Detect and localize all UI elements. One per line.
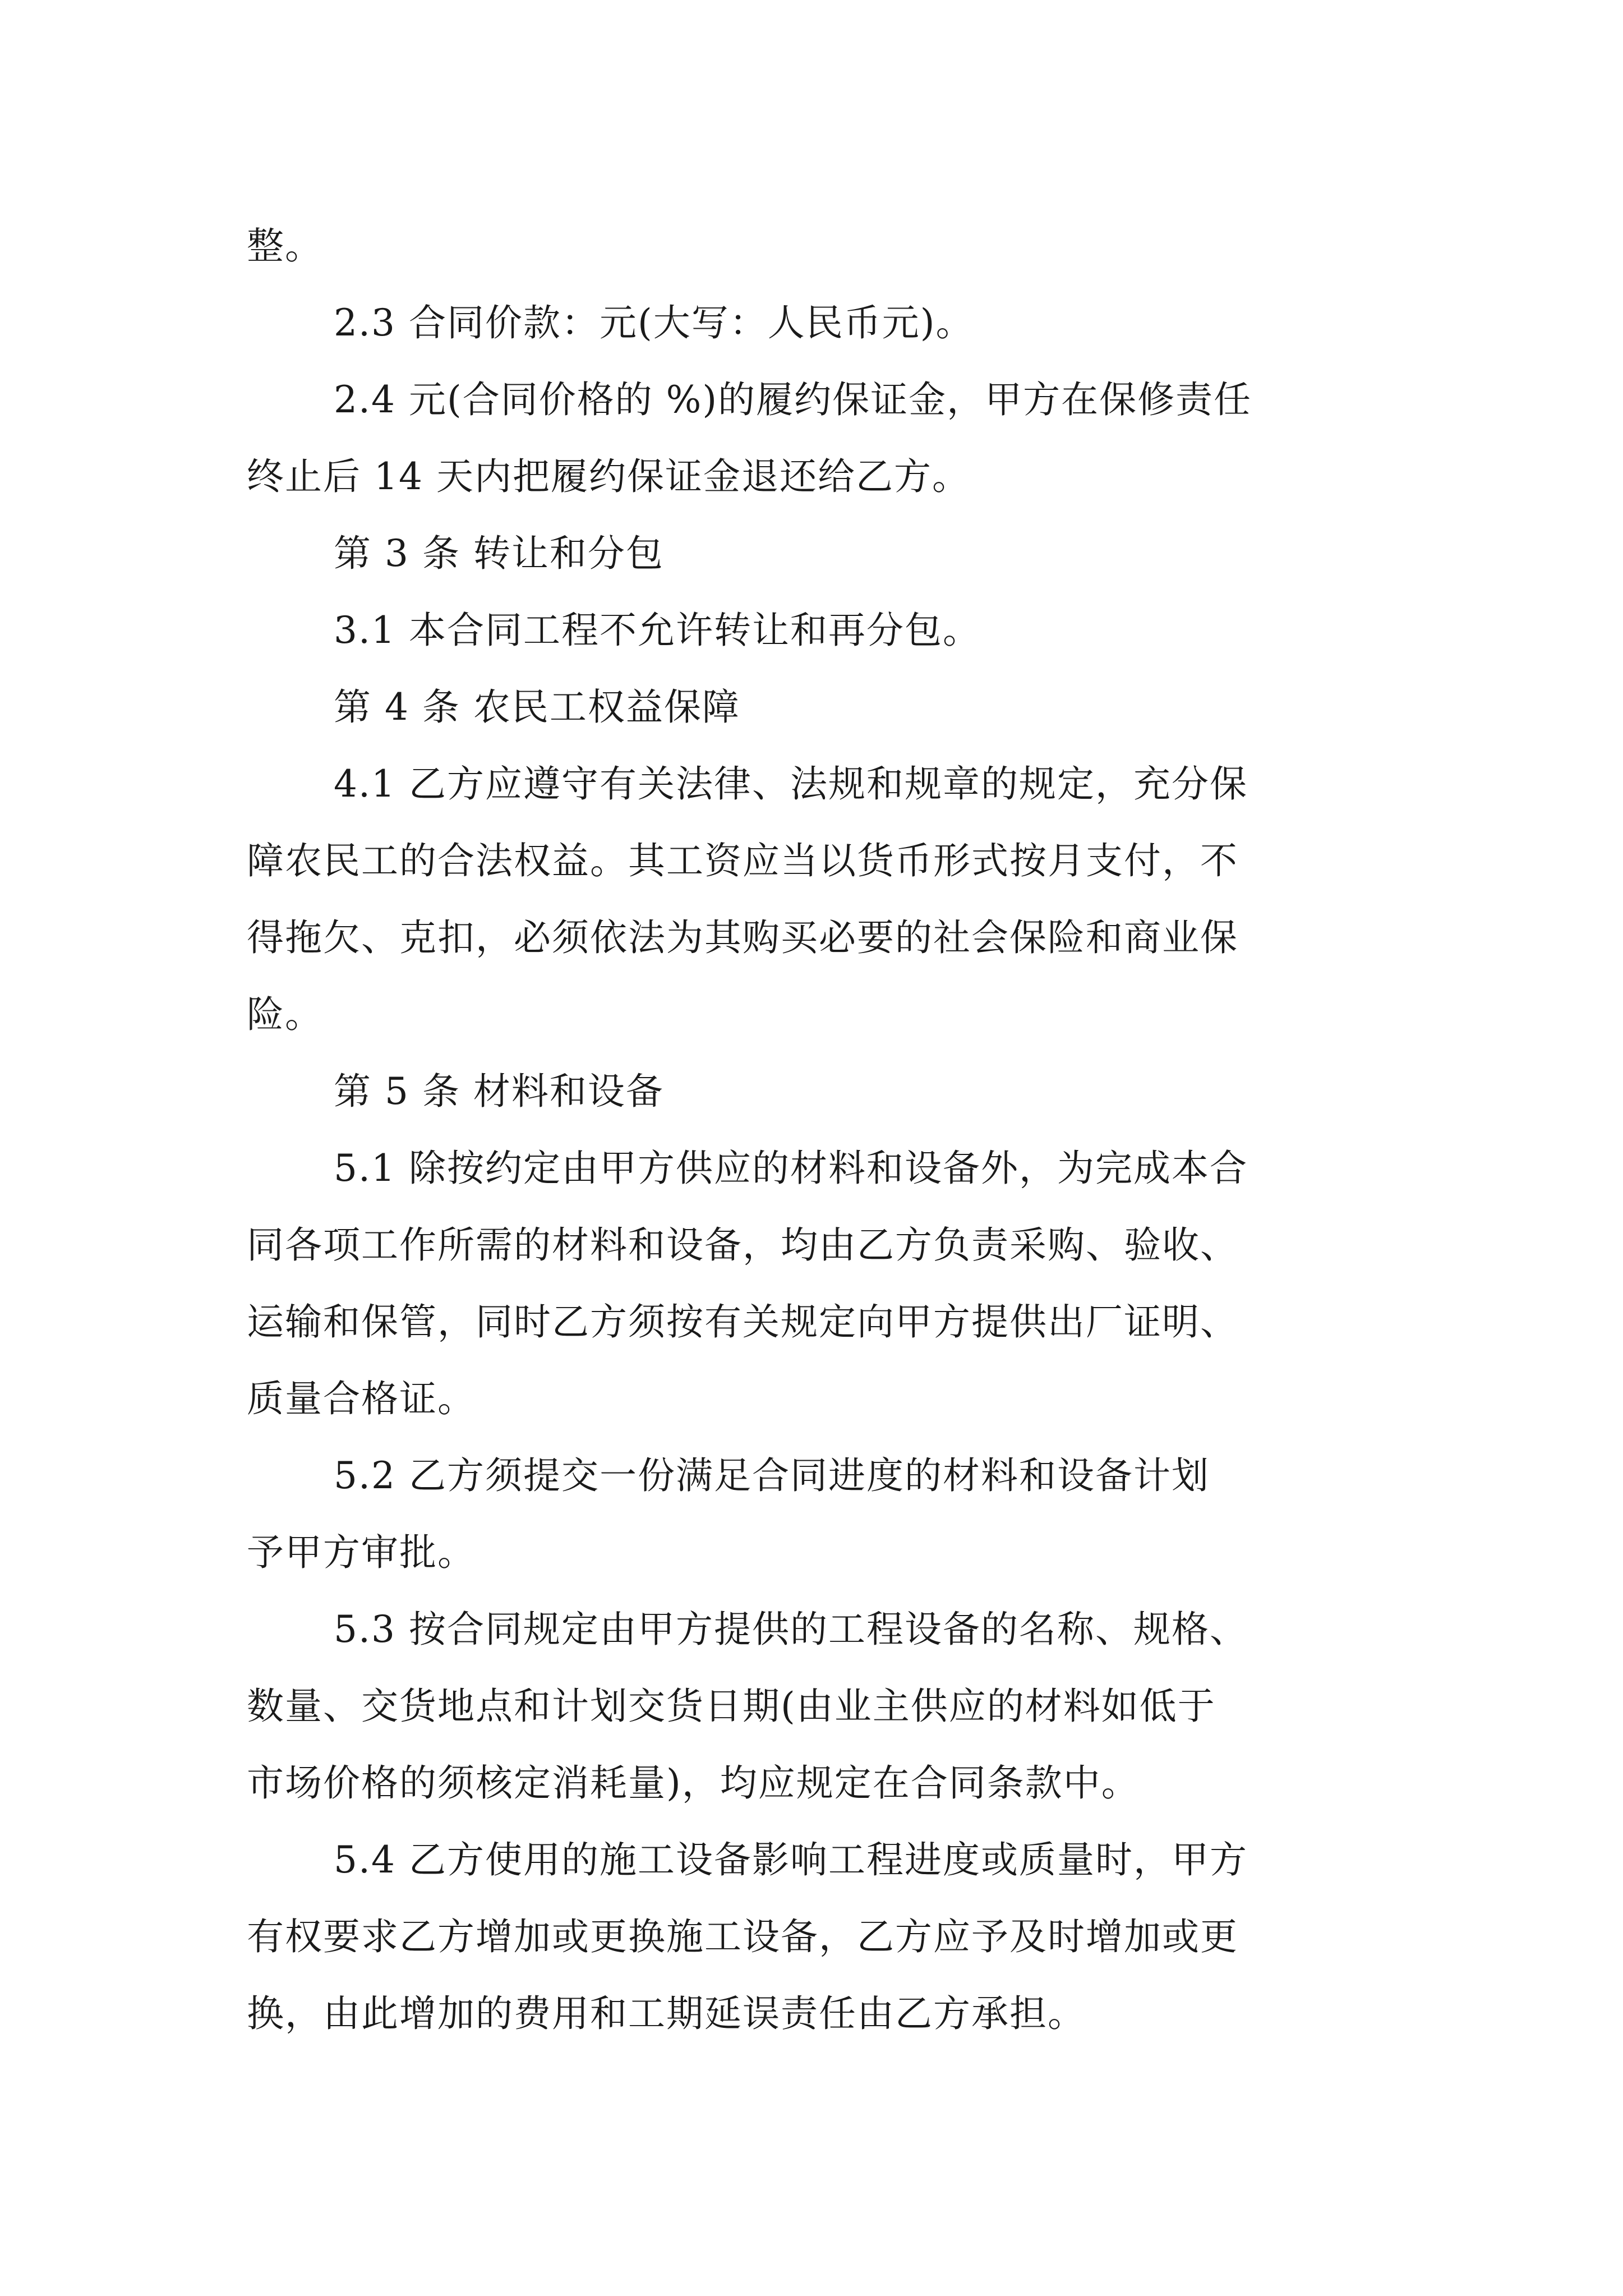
text-line: 第 4 条 农民工权益保障 bbox=[334, 685, 740, 729]
text-line: 同各项工作所需的材料和设备，均由乙方负责采购、验收、 bbox=[247, 1223, 1238, 1267]
text-line: 运输和保管，同时乙方须按有关规定向甲方提供出厂证明、 bbox=[247, 1300, 1238, 1343]
text-line: 整。 bbox=[247, 224, 323, 268]
text-line: 障农民工的合法权益。其工资应当以货币形式按月支付，不 bbox=[247, 839, 1238, 882]
text-line: 终止后 14 天内把履约保证金退还给乙方。 bbox=[247, 455, 970, 498]
paragraph-clause-3-1 bbox=[247, 592, 1391, 669]
text-line: 4.1 乙方应遵守有关法律、法规和规章的规定，充分保 bbox=[334, 762, 1248, 806]
section-heading-article-4 bbox=[247, 669, 1391, 746]
text-line: 险。 bbox=[247, 993, 323, 1036]
text-line: 质量合格证。 bbox=[247, 1377, 476, 1420]
text-line: 第 5 条 材料和设备 bbox=[334, 1070, 664, 1113]
paragraph-continuation bbox=[247, 208, 1391, 284]
text-line: 2.4 元(合同价格的 %)的履约保证金，甲方在保修责任 bbox=[334, 378, 1252, 421]
paragraph-clause-5-2 bbox=[247, 1437, 1391, 1591]
paragraph-clause-2-3 bbox=[247, 284, 1391, 361]
text-line: 换，由此增加的费用和工期延误责任由乙方承担。 bbox=[247, 1992, 1086, 2035]
text-line: 予甲方审批。 bbox=[247, 1531, 476, 1574]
text-line: 5.1 除按约定由甲方供应的材料和设备外，为完成本合 bbox=[334, 1147, 1248, 1190]
text-line: 2.3 合同价款：元(大写：人民币元)。 bbox=[334, 301, 974, 344]
text-line: 5.3 按合同规定由甲方提供的工程设备的名称、规格、 bbox=[334, 1608, 1248, 1651]
paragraph-clause-5-3 bbox=[247, 1591, 1391, 1821]
text-line: 5.4 乙方使用的施工设备影响工程进度或质量时，甲方 bbox=[334, 1838, 1248, 1881]
section-heading-article-3 bbox=[247, 515, 1391, 592]
paragraph-clause-2-4 bbox=[247, 361, 1391, 515]
section-heading-article-5 bbox=[247, 1053, 1391, 1130]
text-line: 市场价格的须核定消耗量)，均应规定在合同条款中。 bbox=[247, 1761, 1140, 1805]
text-line: 有权要求乙方增加或更换施工设备，乙方应予及时增加或更 bbox=[247, 1915, 1238, 1958]
contract-text-body bbox=[247, 208, 1391, 2052]
text-line: 数量、交货地点和计划交货日期(由业主供应的材料如低于 bbox=[247, 1685, 1216, 1728]
text-line: 第 3 条 转让和分包 bbox=[334, 532, 664, 575]
text-line: 5.2 乙方须提交一份满足合同进度的材料和设备计划 bbox=[334, 1454, 1210, 1497]
paragraph-clause-5-4 bbox=[247, 1821, 1391, 2052]
text-line: 3.1 本合同工程不允许转让和再分包。 bbox=[334, 609, 981, 652]
paragraph-clause-5-1 bbox=[247, 1130, 1391, 1437]
text-line: 得拖欠、克扣，必须依法为其购买必要的社会保险和商业保 bbox=[247, 916, 1238, 959]
paragraph-clause-4-1 bbox=[247, 746, 1391, 1053]
